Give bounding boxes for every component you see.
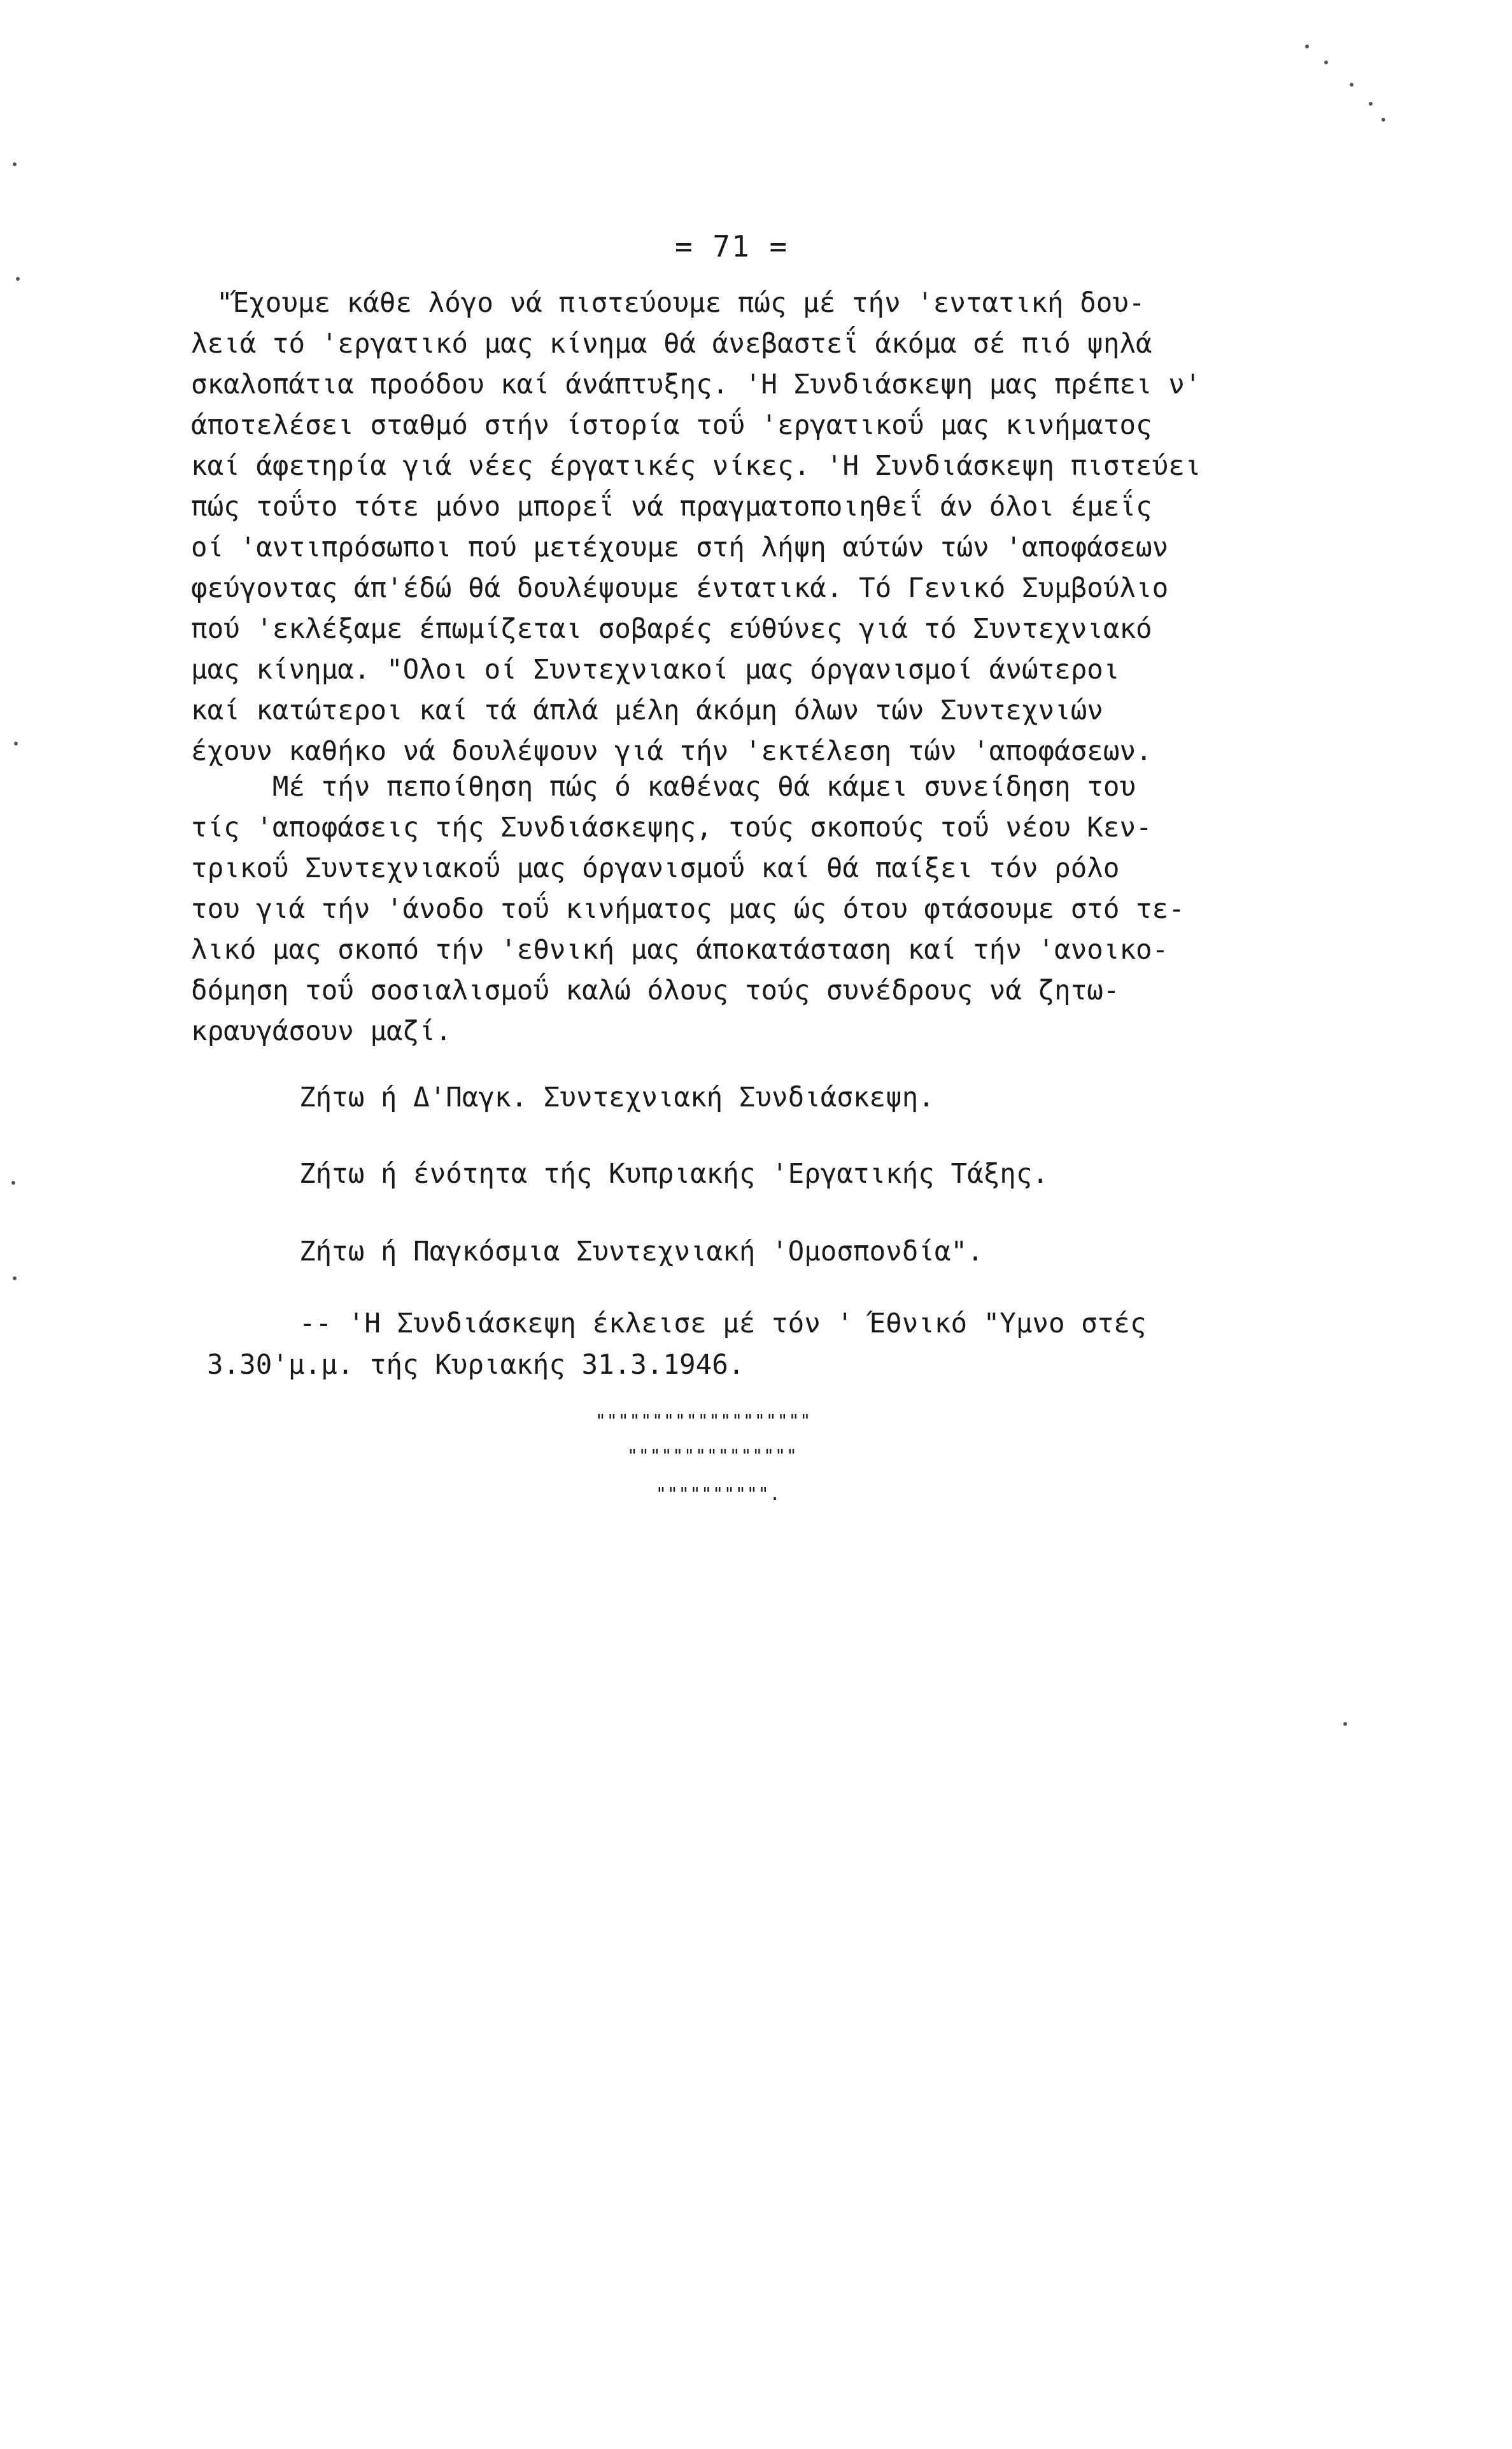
text-line: φεύγοντας άπ'έδώ θά δουλέψουμε έντατικά. Τό Γενικό Συμβούλιο [191,573,1169,604]
text-line: οί 'αντιπρόσωποι πού μετέχουμε στή λήψη αύτών τών 'αποφάσεων [191,532,1169,563]
text-line: καί κατώτεροι καί τά άπλά μέλη άκόμη όλων τών Συντεχνιών [191,695,1103,726]
text-line: πώς τοΰτο τότε μόνο μπορεΐ νά πραγματοποιηθεΐ άν όλοι έμεΐς [191,491,1152,523]
text-line: Μέ τήν πεποίθηση πώς ό καθένας θά κάμει συνείδηση του [191,772,1136,803]
slogan-line: Ζήτω ή Παγκόσμια Συντεχνιακή 'Ομοσπονδία". [299,1236,984,1267]
scan-speck [1369,102,1373,106]
text-line: έχουν καθήκο νά δουλέψουν γιά τήν 'εκτέλεση τών 'αποφάσεων. [191,736,1152,767]
slogan-line: Ζήτω ή Δ'Παγκ. Συντεχνιακή Συνδιάσκεψη. [299,1082,935,1113]
text-line: δόμηση τοΰ σοσιαλισμοΰ καλώ όλους τούς συνέδρους νά ζητω- [191,975,1120,1006]
text-line: κραυγάσουν μαζί. [191,1016,452,1047]
text-line: "Έχουμε κάθε λόγο νά πιστεύουμε πώς μέ τήν 'εντατική δου- [216,288,1145,319]
closing-line: -- 'Η Συνδιάσκεψη έκλεισε μέ τόν ' Έθνικό "Υμνο στές [299,1308,1147,1339]
scan-speck [1305,45,1309,48]
scan-speck [11,1181,15,1185]
text-line: μας κίνημα. "Ολοι οί Συντεχνιακοί μας όργανισμοί άνώτεροι [191,654,1120,686]
text-line: τρικοΰ Συντεχνιακοΰ μας όργανισμοΰ καί θά παίξει τόν ρόλο [191,853,1120,884]
scan-speck [16,277,20,281]
paragraph-2 [191,767,1337,1052]
slogan-line: Ζήτω ή ένότητα τής Κυπριακής 'Εργατικής Τάξης. [299,1159,1049,1190]
text-line: καί άφετηρία γιά νέες έργατικές νίκες. 'Η Συνδιάσκεψη πιστεύει [191,451,1201,482]
scan-speck [13,162,17,166]
text-line: σκαλοπάτια προόδου καί άνάπτυξης. 'Η Συνδιάσκεψη μας πρέπει ν' [191,369,1201,400]
text-line: λικό μας σκοπό τήν 'εθνική μας άποκατάσταση καί τήν 'ανοικο- [191,935,1169,966]
text-line: λειά τό 'εργατικό μας κίνημα θά άνεβαστεΐ άκόμα σέ πιό ψηλά [191,328,1152,360]
closing-line: 3.30'μ.μ. τής Κυριακής 31.3.1946. [207,1350,745,1381]
paragraph-1 [191,283,1362,772]
page-number: = 71 = [675,229,789,264]
end-marks: """"""""""""""" [627,1445,798,1466]
end-marks: """"""""""""""""""" [595,1410,812,1431]
scan-speck [13,1276,17,1280]
text-line: άποτελέσει σταθμό στήν ίστορία τοΰ 'εργατικοΰ μας κινήματος [191,410,1152,441]
scan-speck [14,742,18,745]
text-line: τίς 'αποφάσεις τής Συνδιάσκεψης, τούς σκοπούς τοΰ νέου Κεν- [191,812,1152,843]
text-line: πού 'εκλέξαμε έπωμίζεται σοβαρές εύθύνες γιά τό Συντεχνιακό [191,614,1152,645]
scan-speck [1343,1722,1347,1726]
end-marks: """""""""". [656,1483,781,1504]
scan-speck [1324,60,1328,64]
text-line: του γιά τήν 'άνοδο τοΰ κινήματος μας ώς ότου φτάσουμε στό τε- [191,894,1185,925]
scan-speck [1350,83,1353,87]
scan-speck [1381,118,1385,122]
